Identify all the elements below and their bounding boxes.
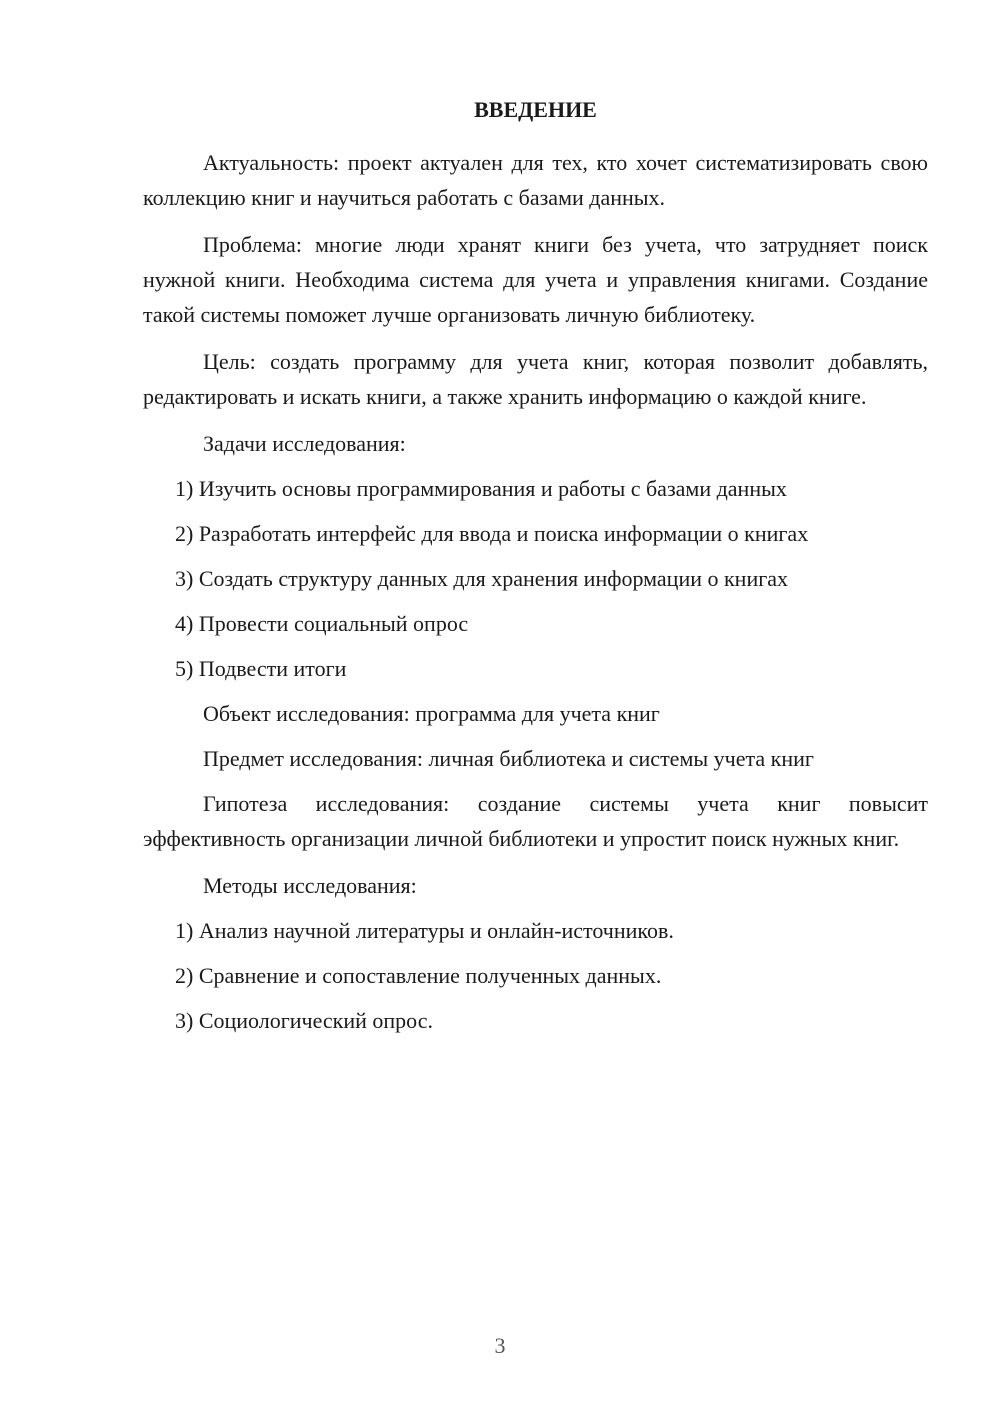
subject-line: Предмет исследования: личная библиотека и системы учета книг	[203, 746, 814, 771]
list-item: 1) Анализ научной литературы и онлайн-источников.	[175, 918, 674, 943]
list-item: 4) Провести социальный опрос	[175, 611, 469, 636]
hypothesis-paragraph: Гипотеза исследования: создание системы учета книг повысит эффективность организации личной библиотеки и упростит поиск нужных книг.	[143, 791, 928, 851]
list-item: 5) Подвести итоги	[175, 656, 347, 681]
relevance-paragraph: Актуальность: проект актуален для тех, кто хочет систематизировать свою коллекцию книг и научиться работать с базами данных.	[143, 150, 928, 210]
list-item: 2) Сравнение и сопоставление полученных данных.	[175, 963, 662, 988]
list-item: 1) Изучить основы программирования и работы с базами данных	[175, 476, 787, 501]
list-item: 2) Разработать интерфейс для ввода и поиска информации о книгах	[175, 521, 809, 546]
problem-paragraph: Проблема: многие люди хранят книги без учета, что затрудняет поиск нужной книги. Необходима система для учета и управления книгами. Создание такой системы поможет лучше организовать личную библиотеку.	[143, 232, 928, 327]
list-item: 3) Социологический опрос.	[175, 1008, 433, 1033]
methods-heading: Методы исследования:	[203, 873, 417, 898]
tasks-heading: Задачи исследования:	[203, 431, 406, 456]
page-number: 3	[494, 1333, 506, 1358]
object-line: Объект исследования: программа для учета книг	[203, 701, 660, 726]
tasks-list	[143, 471, 928, 686]
list-item: 3) Создать структуру данных для хранения информации о книгах	[175, 566, 789, 591]
goal-paragraph: Цель: создать программу для учета книг, которая позволит добавлять, редактировать и искать книги, а также хранить информацию о каждой книге.	[143, 349, 928, 409]
methods-list	[143, 913, 928, 1038]
page-title: ВВЕДЕНИЕ	[474, 97, 597, 122]
document-page	[143, 92, 928, 1048]
